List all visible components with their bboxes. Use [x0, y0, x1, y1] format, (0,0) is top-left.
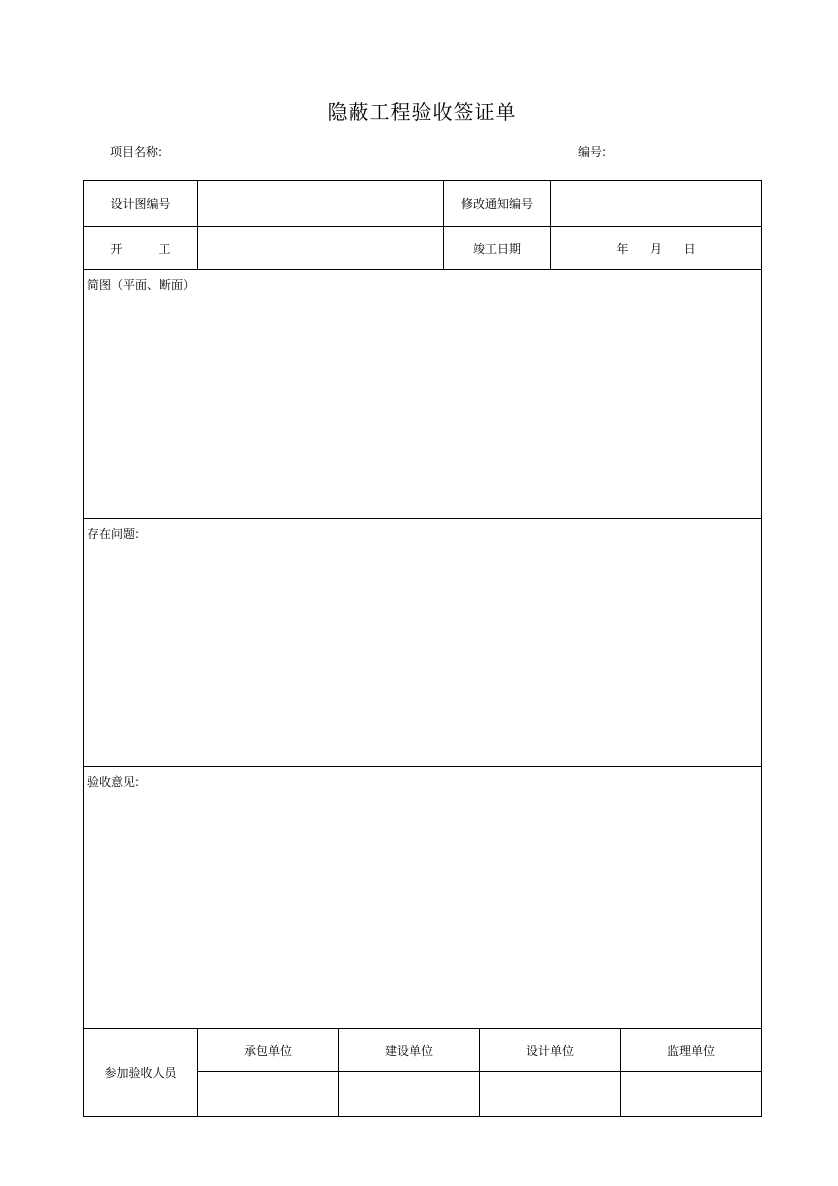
- supervision-sign-field[interactable]: [621, 1072, 762, 1117]
- change-notice-no-label: 修改通知编号: [444, 181, 551, 227]
- participants-label: 参加验收人员: [84, 1029, 198, 1117]
- sketch-section[interactable]: [84, 270, 762, 519]
- date-row: [84, 227, 762, 270]
- date-month-label: 月: [650, 241, 663, 256]
- start-label-char-1: 开: [110, 241, 123, 256]
- project-name-label: 项目名称:: [110, 145, 163, 159]
- design-unit-label: 设计单位: [480, 1029, 621, 1072]
- design-drawing-no-label: 设计图编号: [84, 181, 198, 227]
- start-label-char-2: 工: [158, 241, 171, 256]
- change-notice-no-field[interactable]: [551, 181, 762, 227]
- opinion-label: 验收意见:: [87, 775, 140, 789]
- issues-row: [84, 519, 762, 767]
- opinion-row: [84, 767, 762, 1029]
- date-year-label: 年: [616, 241, 629, 256]
- issues-section[interactable]: [84, 519, 762, 767]
- opinion-section[interactable]: [84, 767, 762, 1029]
- design-row: [84, 181, 762, 227]
- contractor-sign-field[interactable]: [198, 1072, 339, 1117]
- document-title: 隐蔽工程验收签证单: [327, 100, 517, 124]
- completion-date-label: 竣工日期: [444, 227, 551, 270]
- acceptance-form-table: [83, 180, 762, 1117]
- completion-date-field[interactable]: [551, 227, 762, 270]
- contractor-unit-label: 承包单位: [198, 1029, 339, 1072]
- design-drawing-no-field[interactable]: [198, 181, 444, 227]
- owner-unit-label: 建设单位: [339, 1029, 480, 1072]
- design-sign-field[interactable]: [480, 1072, 621, 1117]
- date-day-label: 日: [683, 241, 696, 256]
- participants-header-row: [84, 1029, 762, 1072]
- owner-sign-field[interactable]: [339, 1072, 480, 1117]
- number-label: 编号:: [578, 145, 607, 159]
- issues-label: 存在问题:: [87, 527, 140, 541]
- sketch-row: [84, 270, 762, 519]
- supervision-unit-label: 监理单位: [621, 1029, 762, 1072]
- sketch-label: 简图（平面、断面）: [87, 278, 196, 292]
- start-label: [84, 227, 198, 270]
- start-date-field[interactable]: [198, 227, 444, 270]
